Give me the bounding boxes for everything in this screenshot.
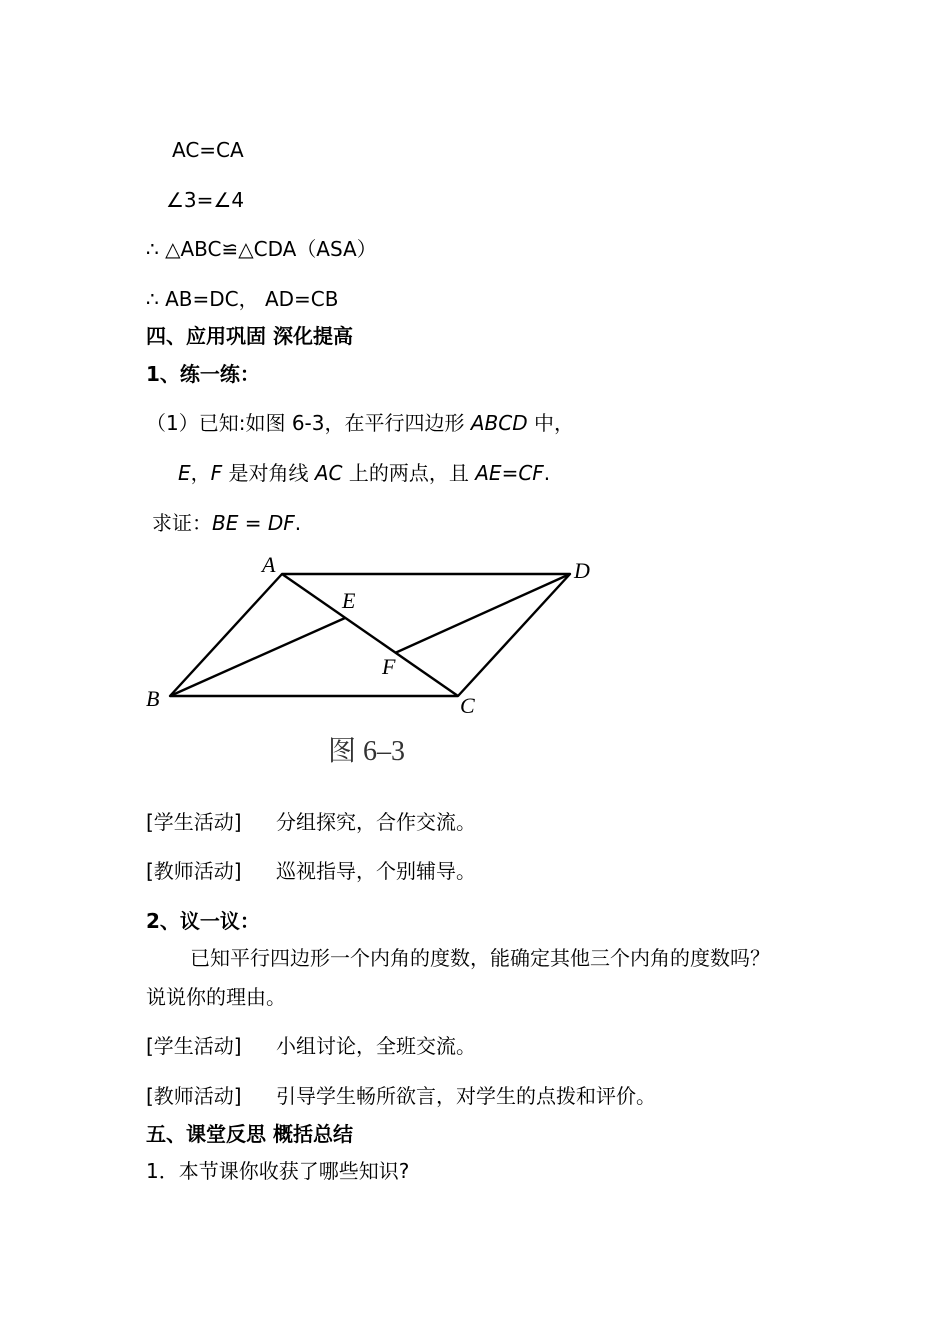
proof-line-angles: ∠3=∠4 [166, 188, 245, 212]
teacher-activity-text: 引导学生畅所欲言，对学生的点拨和评价。 [276, 1084, 656, 1108]
section-4-heading: 四、应用巩固 深化提高 [146, 324, 353, 348]
segment-be [170, 618, 345, 696]
student-activity-label: [学生活动] [146, 810, 242, 834]
exercise-1-heading: 1、练一练： [146, 362, 260, 386]
point-e: E [178, 461, 191, 485]
prove-prefix: 求证： [152, 511, 212, 535]
student-activity-text: 分组探究，合作交流。 [276, 810, 476, 834]
label-b: B [146, 686, 160, 711]
condition-end: . [543, 461, 551, 485]
teacher-activity-1 [146, 857, 476, 885]
proof-line-conclusion: ∴ AB=DC， AD=CB [146, 287, 339, 311]
diagonal-ac: AC [314, 461, 343, 485]
teacher-activity-label: [教师活动] [146, 1084, 242, 1108]
teacher-activity-2 [146, 1082, 656, 1110]
separator: ， [190, 461, 211, 485]
equality-ae-cf: AE=CF [475, 461, 544, 485]
section-5-question-1: 1．本节课你收获了哪些知识? [146, 1159, 410, 1183]
label-e: E [342, 588, 356, 613]
figure-caption: 图 6–3 [328, 736, 406, 767]
exercise-2-text-line1: 已知平行四边形一个内角的度数，能确定其他三个内角的度数吗？ [190, 946, 770, 970]
label-a: A [262, 552, 276, 577]
exercise-1-prove [152, 509, 301, 537]
teacher-activity-label: [教师活动] [146, 859, 242, 883]
teacher-activity-text: 巡视指导，个别辅导。 [276, 859, 476, 883]
question-prefix: （1）已知:如图 6-3，在平行四边形 [146, 411, 471, 435]
student-activity-label: [学生活动] [146, 1034, 242, 1058]
label-c: C [460, 693, 475, 718]
label-f: F [382, 654, 396, 679]
exercise-1-question [146, 409, 574, 437]
prove-end: . [294, 511, 302, 535]
student-activity-2 [146, 1032, 476, 1060]
proof-line-congruence: ∴ △ABC≌△CDA（ASA） [146, 237, 377, 261]
parallelogram-figure [140, 548, 610, 778]
section-5-heading: 五、课堂反思 概括总结 [146, 1122, 353, 1146]
segment-df [395, 574, 570, 653]
condition-mid: 是对角线 [222, 461, 315, 485]
question-suffix: 中， [527, 411, 574, 435]
student-activity-1 [146, 808, 476, 836]
label-d: D [574, 558, 590, 583]
proof-line-ac-ca: AC=CA [172, 138, 244, 162]
exercise-2-text-line2: 说说你的理由。 [146, 985, 286, 1009]
condition-mid2: 上的两点，且 [342, 461, 476, 485]
exercise-2-heading: 2、议一议： [146, 909, 260, 933]
prove-expression: BE = DF [212, 511, 295, 535]
question-abcd: ABCD [470, 411, 528, 435]
point-f: F [210, 461, 223, 485]
student-activity-text: 小组讨论，全班交流。 [276, 1034, 476, 1058]
exercise-1-condition [178, 459, 550, 487]
